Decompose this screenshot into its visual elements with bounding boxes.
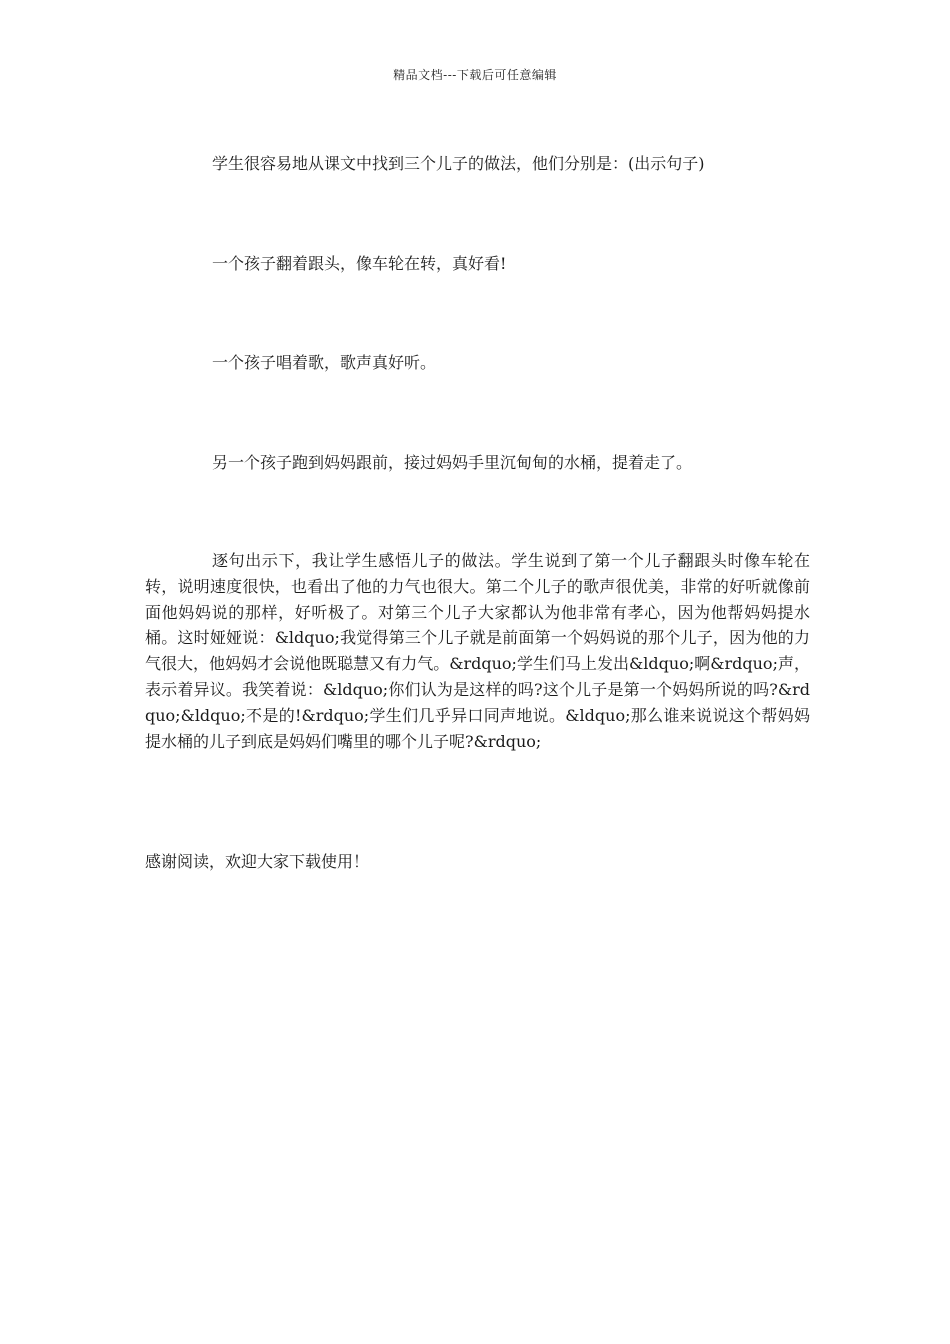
text-line-1: 学生很容易地从课文中找到三个儿子的做法，他们分别是：(出示句子): [212, 154, 705, 173]
text-line-2: 一个孩子翻着跟头，像车轮在转，真好看!: [212, 254, 507, 273]
closing-text: 感谢阅读，欢迎大家下载使用！: [145, 852, 370, 871]
page-header: 精品文档---下载后可任意编辑: [393, 68, 557, 82]
body-paragraph: 逐句出示下，我让学生感悟儿子的做法。学生说到了第一个儿子翻跟头时像车轮在转，说明速度很快，也看出了他的力气也很大。第二个儿子的歌声很优美，非常的好听就像前面他妈妈说的那样，好听极了。对第三个儿子大家都认为他非常有孝心，因为他帮妈妈提水桶。这时娅娅说：&ldquo;我觉得第三个儿子就是前面第一个妈妈说的那个儿子，因为他的力气很大，他妈妈才会说他既聪慧又有力气。&rdquo;学生们马上发出&ldquo;啊&rdquo;声，表示着异议。我笑着说：&ldquo;你们认为是这样的吗?这个儿子是第一个妈妈所说的吗?&rdquo;&ldquo;不是的!&rdquo;学生们几乎异口同声地说。&ldquo;那么谁来说说这个帮妈妈提水桶的儿子到底是妈妈们嘴里的哪个儿子呢?&rdquo;: [145, 551, 810, 751]
text-line-3: 一个孩子唱着歌，歌声真好听。: [212, 353, 437, 372]
text-line-4: 另一个孩子跑到妈妈跟前，接过妈妈手里沉甸甸的水桶，提着走了。: [212, 453, 693, 472]
